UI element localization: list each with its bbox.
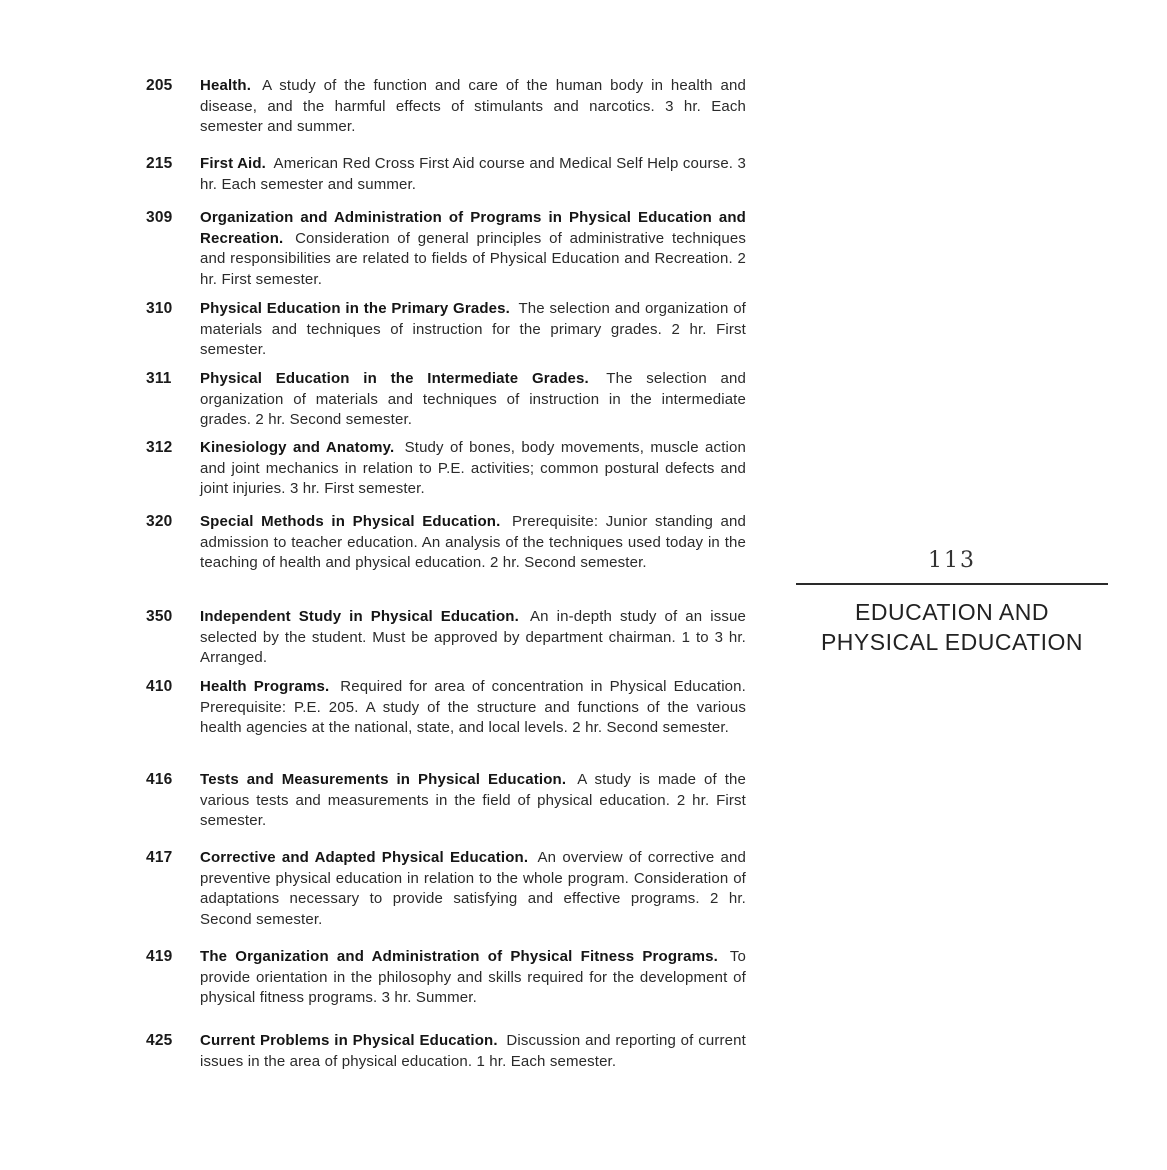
course-entry-350 — [146, 607, 756, 669]
course-description: Required for area of concentration in Physical Education. Prerequisite: P.E. 205. A study of the structure and functions of the various health agencies at the national, state, and local levels. 2 hr. Second semester. — [200, 678, 746, 736]
course-text — [200, 299, 746, 361]
course-number: 215 — [146, 155, 173, 172]
course-title: Current Problems in Physical Education. — [200, 1032, 498, 1049]
section-title-line-1: EDUCATION AND — [855, 599, 1049, 625]
course-text — [200, 1031, 746, 1072]
course-entry-311 — [146, 369, 756, 431]
course-number: 410 — [146, 678, 173, 695]
section-title-line-2: PHYSICAL EDUCATION — [820, 629, 1084, 655]
course-text — [200, 677, 746, 739]
course-number: 310 — [146, 300, 173, 317]
course-number: 205 — [146, 77, 173, 94]
course-title: Special Methods in Physical Education. — [200, 513, 501, 530]
course-text — [200, 848, 746, 930]
course-number: 312 — [146, 439, 173, 456]
course-entry-320 — [146, 512, 756, 574]
course-text — [200, 154, 746, 195]
course-text — [200, 947, 746, 1009]
course-title: Organization and Administration of Programs in Physical Education and Recreation. — [200, 209, 746, 247]
course-text — [200, 76, 746, 138]
course-entry-410 — [146, 677, 756, 739]
course-description: American Red Cross First Aid course and Medical Self Help course. 3 hr. Each semester and summer. — [200, 155, 746, 193]
course-description: A study of the function and care of the human body in health and disease, and the harmful effects of stimulants and narcotics. 3 hr. Each semester and summer. — [200, 77, 746, 135]
course-text — [200, 438, 746, 500]
section-title — [796, 597, 1108, 657]
course-entry-310 — [146, 299, 756, 361]
course-number: 320 — [146, 513, 173, 530]
course-number: 419 — [146, 948, 173, 965]
course-description: To provide orientation in the philosophy and skills required for the development of physical fitness programs. 3 hr. Summer. — [200, 948, 746, 1006]
course-entry-312 — [146, 438, 756, 500]
course-entry-419 — [146, 947, 756, 1009]
course-title: Health Programs. — [200, 678, 330, 695]
course-description: An overview of corrective and preventive physical education in relation to the whole program. Consideration of adaptations necessary to provide satisfying and effective programs. 2 hr. Second semester. — [200, 849, 747, 928]
course-number: 309 — [146, 209, 173, 226]
course-description: The selection and organization of materials and techniques of instruction for the primary grades. 2 hr. First semester. — [200, 300, 746, 358]
course-title: First Aid. — [200, 155, 266, 172]
course-title: The Organization and Administration of Physical Fitness Programs. — [200, 948, 718, 965]
course-title: Tests and Measurements in Physical Education. — [200, 771, 567, 788]
course-text — [200, 208, 746, 290]
course-description: Consideration of general principles of administrative techniques and responsibilities are related to fields of Physical Education and Recreation. 2 hr. First semester. — [200, 229, 746, 288]
course-number: 311 — [146, 370, 172, 387]
course-entry-416 — [146, 770, 756, 832]
course-description: An in-depth study of an issue selected by the student. Must be approved by department chairman. 1 to 3 hr. Arranged. — [200, 608, 746, 666]
course-number: 425 — [146, 1032, 173, 1049]
course-number: 350 — [146, 608, 173, 625]
section-sidebar — [796, 545, 1108, 657]
page-number: 113 — [928, 548, 976, 573]
course-number: 417 — [146, 849, 173, 866]
course-text — [200, 369, 746, 431]
course-description: Prerequisite: Junior standing and admission to teacher education. An analysis of the techniques used today in the teaching of health and physical education. 2 hr. Second semester. — [200, 513, 746, 571]
course-entry-309 — [146, 208, 756, 290]
section-divider — [796, 583, 1108, 585]
course-entry-417 — [146, 848, 756, 930]
course-description: A study is made of the various tests and measurements in the field of physical education. 2 hr. First semester. — [200, 771, 746, 829]
course-title: Corrective and Adapted Physical Education. — [200, 849, 529, 866]
course-text — [200, 607, 746, 669]
course-text — [200, 770, 746, 832]
course-entry-205 — [146, 76, 756, 138]
course-description: The selection and organization of materials and techniques of instruction in the intermediate grades. 2 hr. Second semester. — [200, 370, 747, 428]
course-title: Kinesiology and Anatomy. — [200, 439, 395, 456]
course-entry-425 — [146, 1031, 756, 1072]
course-description: Study of bones, body movements, muscle action and joint mechanics in relation to P.E. activities; common postural defects and joint injuries. 3 hr. First semester. — [200, 439, 746, 497]
course-title: Health. — [200, 77, 252, 94]
course-title: Independent Study in Physical Education. — [200, 608, 519, 625]
course-entry-215 — [146, 154, 756, 195]
course-number: 416 — [146, 771, 173, 788]
course-text — [200, 512, 746, 574]
course-title: Physical Education in the Primary Grades. — [200, 300, 510, 317]
course-title: Physical Education in the Intermediate Grades. — [200, 370, 589, 387]
course-description: Discussion and reporting of current issues in the area of physical education. 1 hr. Each semester. — [200, 1032, 746, 1070]
